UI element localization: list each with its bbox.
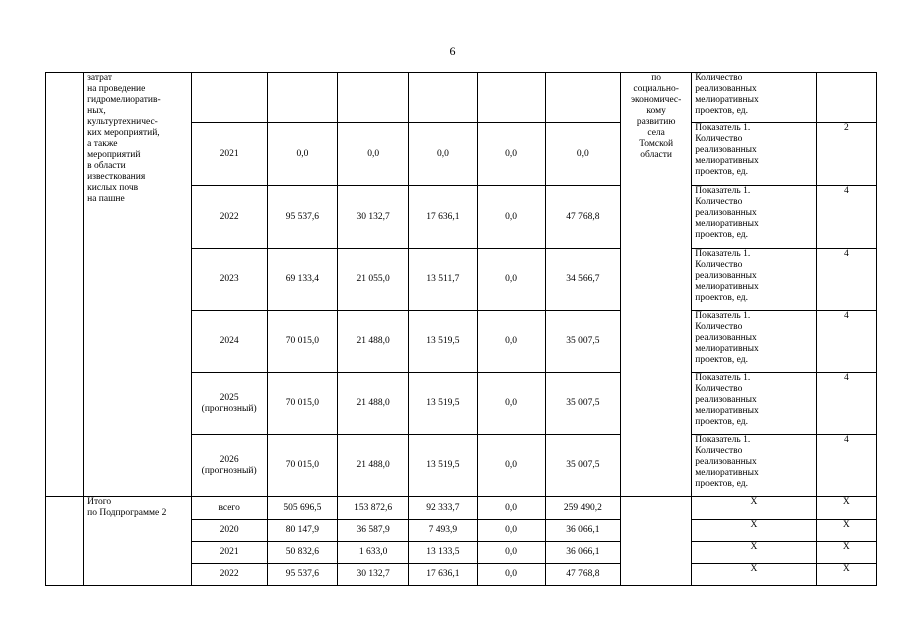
indicator-value-cell: X	[816, 564, 876, 586]
year-cell: 2022	[191, 186, 267, 249]
local-cell: 0,0	[477, 435, 545, 497]
indicator-value-cell: 4	[816, 311, 876, 373]
local-cell: 0,0	[477, 123, 545, 186]
indicator-cell: Показатель 1. Количество реализованных мелиоративных проектов, ед.	[692, 249, 816, 311]
federal-cell: 0,0	[338, 123, 409, 186]
number-cell	[46, 497, 84, 586]
extra-cell: 47 768,8	[545, 186, 620, 249]
total-cell: 70 015,0	[267, 373, 337, 435]
executor-cell	[621, 497, 692, 586]
table-row	[46, 73, 877, 123]
page-number: 6	[449, 44, 456, 58]
extra-cell: 36 066,1	[545, 520, 620, 542]
federal-cell: 21 488,0	[338, 435, 409, 497]
regional-cell: 17 636,1	[409, 564, 477, 586]
regional-cell: 7 493,9	[409, 520, 477, 542]
total-cell: 505 696,5	[267, 497, 337, 520]
indicator-value-cell: 2	[816, 123, 876, 186]
extra-cell: 34 566,7	[545, 249, 620, 311]
federal-cell: 21 488,0	[338, 311, 409, 373]
local-cell: 0,0	[477, 497, 545, 520]
extra-cell: 35 007,5	[545, 311, 620, 373]
local-cell: 0,0	[477, 520, 545, 542]
indicator-cell: X	[692, 564, 816, 586]
number-cell	[46, 73, 84, 497]
indicator-cell: X	[692, 520, 816, 542]
total-label-cell: Итого по Подпрограмме 2	[84, 497, 191, 586]
local-cell: 0,0	[477, 249, 545, 311]
measure-name-cell: затрат на проведение гидромелиоратив- ных, культуртехничес- ких мероприятий, а также мероприятий в области известкования кислых почв на пашне	[84, 73, 191, 497]
indicator-value-cell	[816, 73, 876, 123]
extra-cell: 35 007,5	[545, 373, 620, 435]
regional-cell: 13 133,5	[409, 542, 477, 564]
total-cell: 69 133,4	[267, 249, 337, 311]
indicator-cell: Показатель 1. Количество реализованных мелиоративных проектов, ед.	[692, 186, 816, 249]
local-cell: 0,0	[477, 542, 545, 564]
local-cell: 0,0	[477, 186, 545, 249]
indicator-value-cell: 4	[816, 249, 876, 311]
regional-cell: 13 519,5	[409, 373, 477, 435]
year-cell: 2022	[191, 564, 267, 586]
indicator-value-cell: 4	[816, 186, 876, 249]
total-cell: 95 537,6	[267, 186, 337, 249]
indicator-cell: Показатель 1. Количество реализованных мелиоративных проектов, ед.	[692, 311, 816, 373]
regional-cell: 17 636,1	[409, 186, 477, 249]
indicator-cell: Показатель 1. Количество реализованных мелиоративных проектов, ед.	[692, 123, 816, 186]
funding-table	[45, 72, 877, 586]
indicator-cell: Показатель 1. Количество реализованных мелиоративных проектов, ед.	[692, 435, 816, 497]
indicator-cell: X	[692, 542, 816, 564]
year-cell: 2023	[191, 249, 267, 311]
extra-cell: 35 007,5	[545, 435, 620, 497]
indicator-value-cell: 4	[816, 373, 876, 435]
indicator-value-cell: X	[816, 520, 876, 542]
total-cell: 70 015,0	[267, 311, 337, 373]
federal-cell: 153 872,6	[338, 497, 409, 520]
federal-cell: 30 132,7	[338, 186, 409, 249]
indicator-value-cell: X	[816, 542, 876, 564]
local-cell: 0,0	[477, 564, 545, 586]
indicator-value-cell: 4	[816, 435, 876, 497]
total-cell: 80 147,9	[267, 520, 337, 542]
total-cell: 70 015,0	[267, 435, 337, 497]
extra-cell: 47 768,8	[545, 564, 620, 586]
extra-cell: 0,0	[545, 123, 620, 186]
federal-cell: 36 587,9	[338, 520, 409, 542]
table-row	[46, 497, 877, 520]
federal-cell: 1 633,0	[338, 542, 409, 564]
year-cell: 2020	[191, 520, 267, 542]
regional-cell: 13 519,5	[409, 311, 477, 373]
year-cell: 2024	[191, 311, 267, 373]
federal-cell: 30 132,7	[338, 564, 409, 586]
indicator-cell: Количество реализованных мелиоративных проектов, ед.	[692, 73, 816, 123]
federal-cell: 21 488,0	[338, 373, 409, 435]
total-cell: 95 537,6	[267, 564, 337, 586]
year-cell: 2025 (прогнозный)	[191, 373, 267, 435]
year-cell: 2021	[191, 542, 267, 564]
executor-cell: по социально- экономичес- кому развитию села Томской области	[621, 73, 692, 497]
indicator-cell: Показатель 1. Количество реализованных мелиоративных проектов, ед.	[692, 373, 816, 435]
indicator-value-cell: X	[816, 497, 876, 520]
regional-cell: 0,0	[409, 123, 477, 186]
local-cell: 0,0	[477, 311, 545, 373]
total-cell: 0,0	[267, 123, 337, 186]
year-cell: всего	[191, 497, 267, 520]
year-cell: 2021	[191, 123, 267, 186]
extra-cell: 36 066,1	[545, 542, 620, 564]
indicator-cell: X	[692, 497, 816, 520]
regional-cell: 13 519,5	[409, 435, 477, 497]
total-cell: 50 832,6	[267, 542, 337, 564]
federal-cell: 21 055,0	[338, 249, 409, 311]
regional-cell: 13 511,7	[409, 249, 477, 311]
local-cell: 0,0	[477, 373, 545, 435]
regional-cell: 92 333,7	[409, 497, 477, 520]
year-cell: 2026 (прогнозный)	[191, 435, 267, 497]
extra-cell: 259 490,2	[545, 497, 620, 520]
